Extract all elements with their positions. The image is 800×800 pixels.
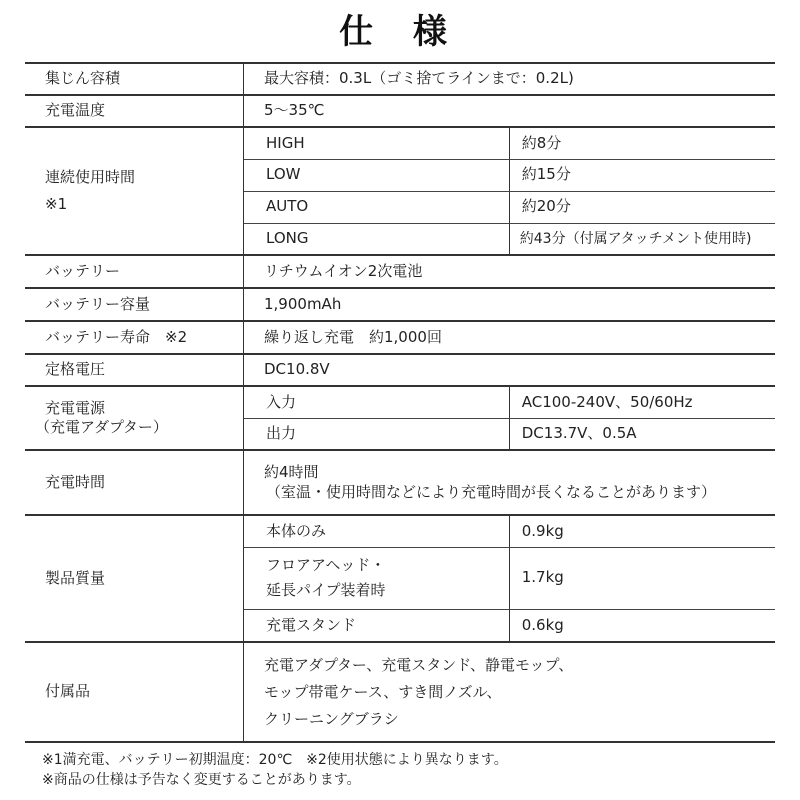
- mode-label: LOW: [244, 159, 510, 191]
- mode-label: AUTO: [244, 191, 510, 223]
- sub-value: 1.7kg: [509, 547, 775, 609]
- table-row: [25, 95, 775, 127]
- sub-label: 本体のみ: [244, 515, 510, 547]
- power-label-sub: （充電アダプター）: [35, 418, 168, 436]
- spec-table: [25, 62, 775, 743]
- mode-time: 約43分（付属アタッチメント使用時): [509, 223, 775, 255]
- accessory-line: モップ帯電ケース、すき間ノズル、: [264, 682, 502, 701]
- charge-time-value: 約4時間: [264, 463, 319, 481]
- table-row: [25, 386, 775, 418]
- table-row: [25, 255, 775, 288]
- table-row: [25, 288, 775, 321]
- row-value: [244, 642, 776, 742]
- row-value: DC10.8V: [244, 354, 776, 386]
- sub-label: 出力: [244, 418, 510, 450]
- power-label: 充電電源: [45, 398, 106, 417]
- footnote: ※商品の仕様は予告なく変更することがあります。: [42, 772, 361, 788]
- sub-value: DC13.7V、0.5A: [509, 418, 775, 450]
- charge-time-note: （室温・使用時間などにより充電時間が長くなることがあります）: [266, 482, 717, 501]
- row-label: 付属品: [25, 642, 244, 742]
- row-label: 定格電圧: [25, 354, 244, 386]
- accessory-line: 充電アダプター、充電スタンド、静電モップ、: [264, 655, 574, 674]
- footnotes: [42, 750, 508, 790]
- sub-label: 入力: [244, 386, 510, 418]
- sub-value: 0.9kg: [509, 515, 775, 547]
- row-value: [244, 450, 776, 515]
- row-label: バッテリー寿命 ※2: [25, 321, 244, 354]
- row-value: 繰り返し充電 約1,000回: [244, 321, 776, 354]
- mode-label: HIGH: [244, 127, 510, 159]
- table-row: [25, 354, 775, 386]
- row-label: バッテリー容量: [25, 288, 244, 321]
- table-row: [25, 450, 775, 515]
- runtime-note: ※1: [45, 195, 68, 213]
- table-row: [25, 642, 775, 742]
- mode-time: 約8分: [509, 127, 775, 159]
- sub-label-line: フロアアヘッド・: [266, 555, 386, 574]
- row-label: 充電温度: [25, 95, 244, 127]
- table-row: [25, 515, 775, 547]
- sub-value: 0.6kg: [509, 609, 775, 642]
- table-row: [25, 321, 775, 354]
- row-value: 1,900mAh: [244, 288, 776, 321]
- row-label: 集じん容積: [25, 63, 244, 95]
- row-label: 充電時間: [25, 450, 244, 515]
- page-title: 仕 様: [339, 12, 461, 52]
- sub-value: AC100-240V、50/60Hz: [509, 386, 775, 418]
- row-label: [25, 127, 244, 255]
- mode-label: LONG: [244, 223, 510, 255]
- sub-label-line: 延長パイプ装着時: [266, 581, 386, 599]
- accessory-line: クリーニングブラシ: [264, 709, 399, 728]
- sub-label: [244, 547, 510, 609]
- row-label: [25, 386, 244, 450]
- footnote: ※1満充電、バッテリー初期温度：20℃ ※2使用状態により異なります。: [42, 752, 508, 768]
- sub-label: 充電スタンド: [244, 609, 510, 642]
- row-label: 製品質量: [25, 515, 244, 642]
- runtime-label: 連続使用時間: [45, 167, 136, 186]
- mode-time: 約20分: [509, 191, 775, 223]
- row-value: 5〜35℃: [244, 95, 776, 127]
- mode-time: 約15分: [509, 159, 775, 191]
- table-row: [25, 63, 775, 95]
- row-label: バッテリー: [25, 255, 244, 288]
- table-row: [25, 127, 775, 159]
- row-value: リチウムイオン2次電池: [244, 255, 776, 288]
- row-value: 最大容積：0.3L（ゴミ捨てラインまで：0.2L): [244, 63, 776, 95]
